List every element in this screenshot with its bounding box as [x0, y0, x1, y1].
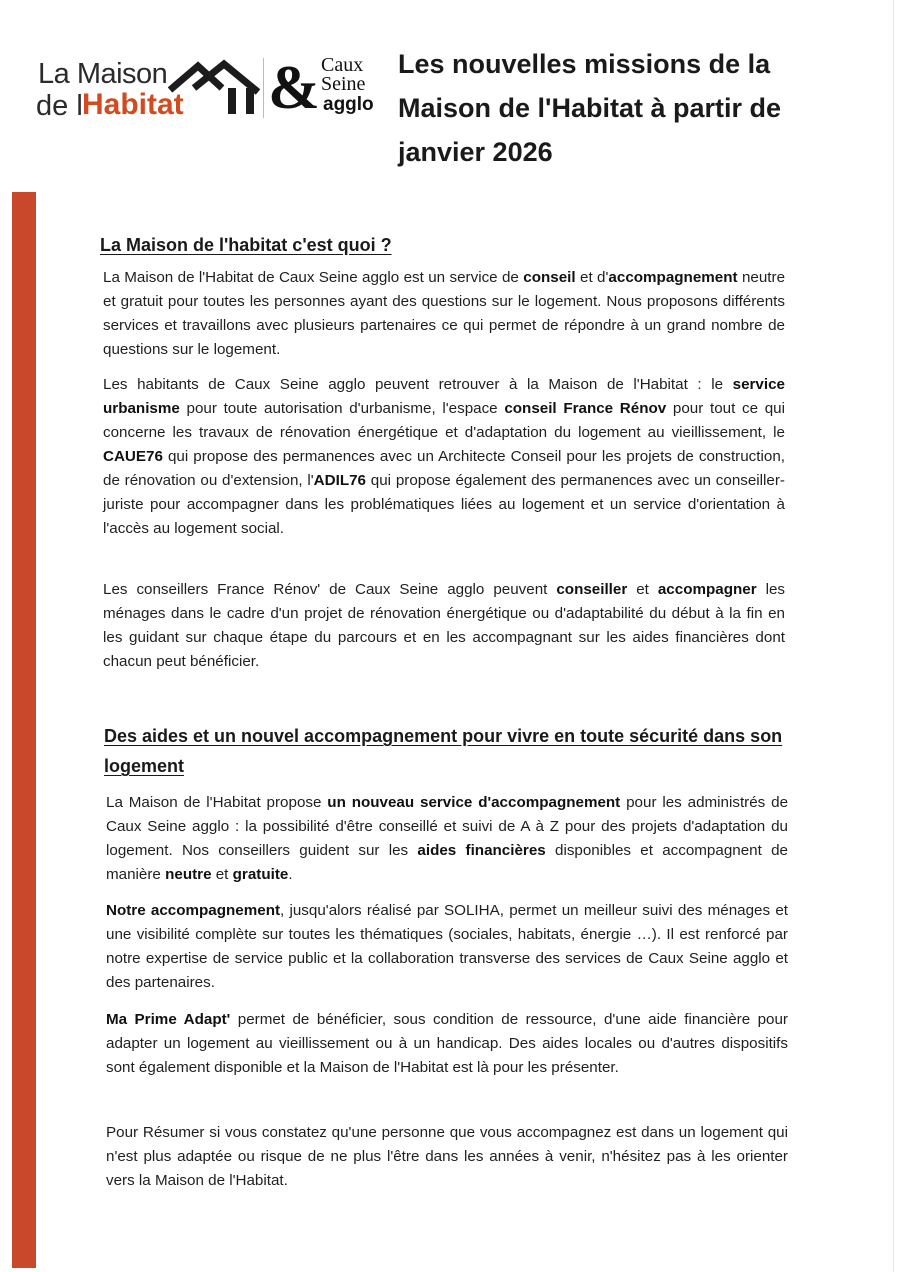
logo-separator [263, 58, 264, 118]
caux-seine-wordmark [321, 56, 365, 94]
logo-line-la-maison: La Maison [38, 58, 168, 90]
seine-word: Seine [321, 73, 366, 95]
paragraph: Ma Prime Adapt' permet de bénéficier, sous condition de ressource, d'une aide financière pour adapter un logement au vieillissement ou à un handicap. Des aides locales ou d'autres dispositifs sont également disponible et la Maison de l'Habitat est là pour les présenter. [106, 1011, 788, 1076]
paragraph: La Maison de l'Habitat propose un nouveau service d'accompagnement pour les administrés de Caux Seine agglo : la possibilité d'être conseillé et suivi de A à Z pour des projets d'adaptation du logement. Nos conseillers guident sur les aides financières disponibles et accompagnent de manière neutre et gratuite. [106, 794, 789, 883]
caux-word: Caux [321, 54, 364, 76]
paragraph: Les habitants de Caux Seine agglo peuvent retrouver à la Maison de l'Habitat : le service urbanisme pour toute autorisation d'urbanisme, l'espace conseil France Rénov pour tout ce qui concerne les travaux de rénovation énergétique et d'adaptation du logement au vieillissement, le CAUE76 qui propose des permanences avec un Architecte Conseil pour les projets de construction, de rénovation ou d'extension, l'ADIL76 qui propose également des permanences avec un conseiller-juriste pour accompagner dans les problématiques liées au logement et un service d'orientation à l'accès au logement social. [103, 376, 785, 537]
svg-text:&: & [268, 56, 320, 118]
maison-habitat-logo [36, 52, 381, 128]
paragraph: Pour Résumer si vous constatez qu'une personne que vous accompagnez est dans un logement qui n'est plus adaptée ou risque de ne plus l'être dans les années à venir, n'hésitez pas à les orienter vers la Maison de l'Habitat. [106, 1124, 788, 1189]
logo-habitat-word: Habitat [82, 88, 184, 121]
section-title-what-is: La Maison de l'habitat c'est quoi ? [100, 235, 392, 255]
agglo-word: agglo [323, 94, 374, 115]
paragraph: Les conseillers France Rénov' de Caux Seine agglo peuvent conseiller et accompagner les ménages dans le cadre d'un projet de rénovation énergétique ou d'adaptabilité du début à la fin en les guidant sur chaque étape du parcours et en les accompagnant sur les aides financières dont chacun peut bénéficier. [103, 581, 785, 670]
logo-line-de-l: de l' [36, 90, 89, 122]
paragraph: Notre accompagnement, jusqu'alors réalisé par SOLIHA, permet un meilleur suivi des ménages et une visibilité complète sur toutes les thématiques (sociales, habitats, énergie …). Il est renforcé par notre expertise de service public et la collaboration transverse des services de Caux Seine agglo et des partenaires. [106, 902, 788, 991]
section-title-aides: Des aides et un nouvel accompagnement pour vivre en toute sécurité dans son logement [104, 726, 783, 776]
house-roof-icon [168, 58, 262, 116]
page-edge [893, 0, 894, 1272]
ampersand-logo-icon [268, 56, 320, 118]
accent-bar [12, 192, 36, 1268]
page-title: Les nouvelles missions de la Maison de l'Habitat à partir de janvier 2026 [398, 49, 781, 167]
paragraph: La Maison de l'Habitat de Caux Seine agglo est un service de conseil et d'accompagnement neutre et gratuit pour toutes les personnes ayant des questions sur le logement. Nous proposons différents services et travaillons avec plusieurs partenaires ce qui permet de répondre à un grand nombre de questions sur le logement. [103, 269, 786, 358]
